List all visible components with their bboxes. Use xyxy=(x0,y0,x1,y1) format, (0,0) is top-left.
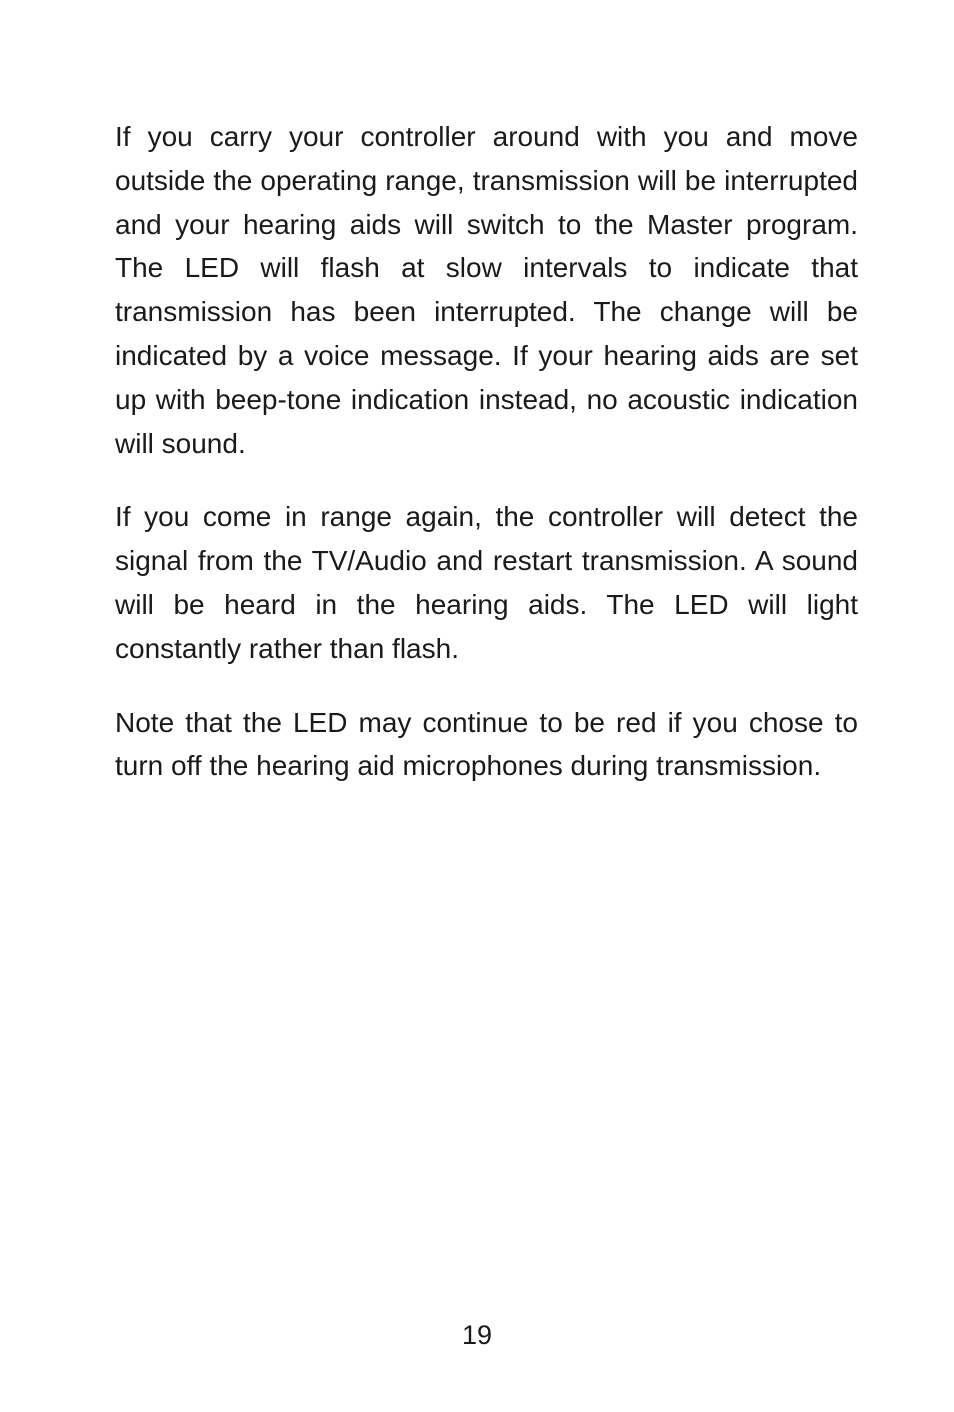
page-number: 19 xyxy=(461,1320,493,1350)
paragraph-led-note: Note that the LED may continue to be red if you chose to turn off the hearing aid microphones during transmission. xyxy=(115,706,858,782)
paragraph-back-in-range: If you come in range again, the controller will detect the signal from the TV/Audio and restart transmission. A sound will be heard in the hearing aids. The LED will light constantly rather than flash. xyxy=(115,501,858,664)
paragraph-out-of-range: If you carry your controller around with you and move outside the operating range, transmission will be interrupted and your hearing aids will switch to the Master program. The LED will flash at slow intervals to indicate that transmission has been interrupted. The change will be indicated by a voice message. If your hearing aids are set up with beep-tone indication instead, no acoustic indication will sound. xyxy=(115,121,858,459)
body-text xyxy=(115,115,858,818)
